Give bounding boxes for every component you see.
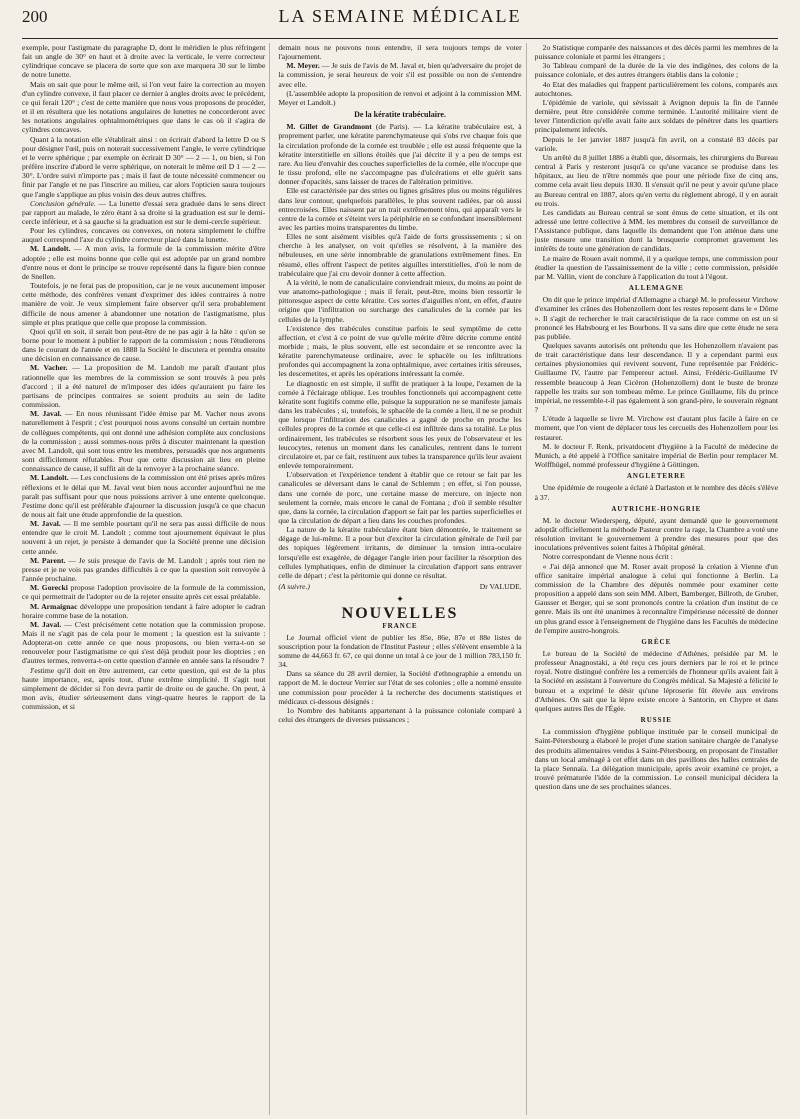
news-item: Le maire de Rouen avait nommé, il y a quelque temps, une commission pour étudier la question de l'assainissement de la ville ; cette commission, présidée par M. Vallin, vient de conclure à l'application du tout à l'égout. — [534, 253, 778, 281]
paragraph: Elles ne sont aisément visibles qu'à l'aide de forts grossissements ; si on cherche à les analyser, on voit qu'elles se résolvent, à la manière des nébuleuses, en une série innombrable de granulations extrêmement fines. En résumé, elles offrent l'aspect de petites aiguilles interstitielles, d'où le nom de trabéculaire que j'ai cru devoir donner à cette affection. — [278, 232, 522, 278]
news-item: Quelques savants autorisés ont prétendu que les Hohenzollern n'avaient pas de trait caractéristique dans leur descendance. Il y a cependant parmi eux certaines physionomies qui revivent souvent, l'une représentée par Frédéric-Guillaume IV, l'autre par l'empereur actuel. Ainsi, Frédéric-Guillaume IV ressemble beaucoup à Jean Cicéron (Hohenzollern) dont le buste de bronze rappelle les traits sur son tombeau même. Le prince Guillaume, fils du prince impérial, ne ressemble-t-il pas également à son grand-père, le souverain régnant ? — [534, 341, 778, 415]
page-header — [22, 6, 778, 36]
news-item: Le bureau de la Société de médecine d'Athènes, présidée par M. le professeur Anagnostaki, a été reçu ces jours derniers par le roi et le prince royal. Notre distingué confrère les a remerciés de l'honneur qu'ils avaient fait à la Société en assistant à l'ouverture du Congrès médical. Sa Majesté a félicité le bureau et a exprimé le désir qu'une léproserie fût élevée aux environs d'Athènes. On sait que la lèpre existe encore à Santorin, en Chypre et dans quelques autres îles de l'Égée. — [534, 649, 778, 713]
ornament-icon: ✦ — [396, 594, 404, 605]
paragraph-text: — La lunette d'essai sera graduée dans le sens direct par rapport au malade, le zéro étant à sa droite si la graduation est sur le demi-cercle inférieur, et à sa gauche si la graduation est sur le demi-cercle supérieur. — [22, 198, 266, 226]
speech-text: — La proposition de M. Landolt me paraît d'autant plus rationnelle que les membres de la commission se sont trouvés à peu près d'accord ; il a été naturel de m'imposer des idées qu'auraient pu faire les partisans de principes contraires se soient produits au sein de ladite commission. — [22, 363, 266, 410]
paragraph: exemple, pour l'astigmate du paragraphe D, dont le méridien le plus réfringent fait un angle de 30° en haut et à droite avec la verticale, le verre correcteur cylindrique concave se placera de sorte que son axe marquera 30 sur le limbe de notre lunette. — [22, 43, 266, 80]
speaker-name: M. Javal. — [30, 619, 62, 629]
speech — [22, 519, 265, 556]
speech — [22, 363, 265, 409]
paragraph: Le diagnostic en est simple, il suffit de pratiquer à la loupe, l'examen de la cornée à l'éclairage oblique. Les troubles fonctionnels qui accompagnent cette kératite sont fugitifs comme elle, puisque la suppuration ne se manifeste jamais dans les trabécules ; si, toutefois, le sphacèle de la cornée a lieu, il ne se produit que lorsque l'infiltration des canalicules a gagné de proche en proche les cellules propres de la cornée et que celle-ci est infiltrée dans sa totalité. Le plus ordinairement, les trabécules se résorbent sous les yeux de l'observateur et les leucocytes, retenus un moment dans les canalicules, rentrent dans le torrent circulatoire et, par ce fait, restituent aux tubes la transparence qu'ils leur avaient enlevée temporairement. — [278, 378, 522, 471]
paragraph: Quoi qu'il en soit, il serait bon peut-être de ne pas agir à la hâte : qu'on se borne pour le moment à publier le rapport de la commission ; nous l'étudierons dans le courant de l'année et en 1888 la Société le discutera et prendra ensuite une décision en connaissance de cause. — [22, 326, 266, 364]
speech-text: — Les conclusions de la commission ont été prises après mûres réflexions et le délai que M. Javal veut bien nous accorder aujourd'hui ne me paraît pas suffisant pour que nous puissions arriver à une entente quelconque. J'estime donc qu'il est préférable d'ajourner la discussion jusqu'à ce que chacun de nous ait fait une étude approfondie de la question. — [22, 473, 266, 519]
news-item: Depuis le 1er janvier 1887 jusqu'à fin avril, on a constaté 83 décès par variole. — [534, 134, 778, 153]
country-heading: ANGLETERRE — [626, 472, 686, 481]
news-item: Dans sa séance du 28 avril dernier, la Société d'ethnographie a entendu un rapport de M. le docteur Verrier sur l'état de ses colonies ; elle a nommé ensuite une commission pour procéder à la recherche des documents statistiques et médicaux ci-dessous désignés : — [278, 669, 522, 706]
article-signature — [278, 582, 521, 591]
section-title: De la kératite trabéculaire. — [354, 110, 446, 120]
speech — [22, 583, 265, 601]
news-item: L'épidémie de variole, qui sévissait à Avignon depuis la fin de l'année dernière, peut être considérée comme terminée. L'autorité militaire vient de lever l'interdiction qu'elle avait faite aux soldats de pénétrer dans les quartiers principalement infectés. — [534, 97, 778, 135]
paragraph: demain nous ne pouvons nous entendre, il sera toujours temps de voter l'ajournement. — [278, 43, 522, 62]
speech-text: — Je suis presque de l'avis de M. Landolt ; après tout rien ne presse et je ne vois pas grandes difficultés à ce que la question soit renvoyée à l'année prochaine. — [22, 555, 266, 584]
header-rule — [22, 38, 778, 39]
speech-text: (de Paris). — La kératite trabéculaire est, à proprement parler, une kératite parenchymateuse qui s'obs rve chaque fois que la circulation profonde de la cornée est troublée ; elle est aussi fréquente que la kératite interstitielle en sillons étoilés que j'ai décrite il y a peu de temps est rare. Au lieu d'envahir des couches superficielles de la cornée, elle n'occupe que le tissu profond, elle ne s'accompagne pas d'ulcérations et elle guérit sans donner d'opacités, sans laisser de traces de l'altération primitive. — [278, 122, 522, 187]
paragraph: A la vérité, le nom de canaliculaire conviendrait mieux, du moins au point de vue anatomo-pathologique ; mais il ferait, peut-être, moins bien ressortir le pittoresque aspect de cette kératite. Ces sortes d'aiguilles n'ont, en effet, d'autre origine que l'infiltration ou surcharge des canalicules de la cornée par les cellules de la lymphe. — [278, 277, 522, 324]
news-item: Notre correspondant de Vienne nous écrit : — [542, 552, 673, 562]
paragraph: Quant à la notation elle s'établirait ainsi : on écrirait d'abord la lettre D ou S pour désigner l'œil, puis on noterait successivement l'angle, le verre cylindrique et le verre sphérique ; par exemple on écrirait D 30° — 2 — 1, ou bien, si l'on préfère inscrire d'abord le verre sphérique, on noterait le même œil D 1 — 2 — 30°. L'ordre suivi n'importe pas ; mais il faut de toute nécessité commencer ou finir par l'angle et ne pas l'inscrire au milieu, car alors l'opticien saura toujours que l'angle s'applique au plus voisin des deux autres chiffres. — [22, 134, 266, 199]
news-item: 2o Statistique comparée des naissances et des décès parmi les membres de la puissance coloniale et parmi les étrangers ; — [534, 43, 778, 62]
nouvelles-title: NOUVELLES — [341, 605, 459, 623]
author-name: Dr VALUDE. — [479, 582, 522, 592]
country-heading: RUSSIE — [640, 716, 672, 725]
speaker-name: M. Gillet de Grandmont — [286, 122, 372, 132]
news-item: 3o Tableau comparé de la durée de la vie des indigènes, des colons de la puissance coloniale, et des autres étrangers établis dans la colonie ; — [534, 61, 778, 80]
column-2 — [278, 43, 526, 1115]
news-item: La commission d'hygiène publique instituée par le conseil municipal de Saint-Pétersbourg a élaboré le projet d'une station sanitaire chargée de l'analyse des produits alimentaires vendus à Saint-Pétersbourg, en proposant de l'installer dans un local aménagé à cet effet dans un des pavillons des halles centrales de la place Sennaïa. La délégation municipale, après avoir examiné ce projet, a trouvé prématurée l'idée de la commission. Le conseil municipal décidera la question dans une de ses prochaines séances. — [534, 727, 778, 792]
news-item: 4o Etat des maladies qui frappent particulièrement les colons, comparés aux autochtones. — [534, 79, 778, 98]
news-item: Les candidats au Bureau central se sont émus de cette situation, et ils ont adressé une lettre collective à MM. les membres du conseil de surveillance de l'Assistance publique, dans laquelle ils demandent que l'on atténue dans une juste mesure une transition dont la brusquerie compromet gravement les intérêts de toute une génération de candidats. — [534, 207, 778, 254]
speaker-name: M. Javal. — [30, 519, 61, 529]
speech-text: — C'est précisément cette notation que la commission propose. Mais il ne s'agit pas de cela pour le moment ; la question est la suivante : Adopterat-on cette année ce que nous proposons, ou bien verra-t-on se renouveler pour l'astigmatisme ce qui s'est déjà produit pour les dioptries ; en d'autres termes, renverra-t-on cette question d'année en année sans la résoudre ? — [22, 619, 266, 666]
paragraph: L'existence des trabécules constitue parfois le seul symptôme de cette affection, et c'est à ce point de vue qu'elle mérite d'être décrite comme entité morbide ; mais, le plus souvent, elle est secondaire et se rencontre avec la kératite parenchymateuse ordinaire, avec le sphacèle ou les infiltrations profondes qui accompagnent la zona ophtalmique, avec certaines iritis séreuses, les descemetites, et après les opérations intéressant la cornée. — [278, 323, 522, 379]
news-item: 1o Nombre des habitants appartenant à la puissance coloniale comparé à celui des étrangers de diverses puissances ; — [278, 705, 522, 725]
paragraph: Toutefois, je ne ferai pas de proposition, car je ne veux aucunement imposer cette méthode, des confrères venant d'exprimer des idées contraires à notre manière de voir. Je veux simplement faire observer qu'il sera probablement difficile de nous amener à abandonner une notation de l'astigmatisme, plus simple et plus pratique que celle que propose la commission. — [22, 281, 266, 327]
country-heading: AUTRICHE-HONGRIE — [611, 504, 702, 513]
page-number: 200 — [22, 7, 48, 26]
speech-text: — Je suis de l'avis de M. Javal et, bien qu'adversaire du projet de la commission, je serai heureux de voir s'il est possible ou non de s'entendre avec elle. — [278, 61, 522, 89]
news-item: Un arrêté du 8 juillet 1886 a établi que, désormais, les chirurgiens du Bureau central à Paris y resteront jusqu'à ce qu'une vacance se produise dans les hôpitaux, au lieu de n'être nommés que pour une période fixe de cinq ans, comme cela avait lieu depuis 1830. Il s'ensuit qu'il ne peut y avoir qu'une place au Bureau central en 1887, alors qu'en vertu du règlement abrogé, il y en aurait eu trois. — [534, 152, 778, 208]
paragraph: Mais on sait que pour le même œil, si l'on veut faire la correction au moyen d'un cylindre convexe, il faut placer ce dernier à angles droits avec le précédent, ce qui ferait 120° ; c'est de cette manière que nous vous proposons de procéder, et il en résultera que les notations angulaires de lunettes ne concorderont avec les notations angulaires ophtalmométriques que dans le cas où il s'agira de cylindres concaves. — [22, 79, 266, 135]
speech — [22, 602, 265, 620]
news-item: On dit que le prince impérial d'Allemagne a chargé M. le professeur Virchow d'examiner les crânes des Hohenzollern dont les restes reposent dans le « Dôme ». Il s'agit de rechercher le trait caractéristique de la race comme on est un si prononcé les Habsbourg et les Bourbons. Il va sans dire que cette étude ne sera pas publiée. — [534, 295, 778, 341]
paragraph: J'estime qu'il doit en être autrement, car cette question, qui est de la plus haute importance, est, après tout, d'une extrême simplicité. Il s'agit tout simplement de décider si l'on devra partir de droite ou de gauche. On peut, à mon avis, étudier sérieusement dans vingt-quatre heures le rapport de la commission, et si — [22, 665, 266, 712]
speech-text: propose l'adoption provisoire de la formule de la commission, ce qui permettrait de l'adopter ou de la rejeter ensuite après cet essai préalable. — [22, 583, 266, 602]
speaker-name: M. Armaignac — [30, 601, 78, 611]
paragraph: Elle est caractérisée par des stries ou lignes grisâtres plus ou moins régulières dans leur contour, quelquefois parallèles, le plus souvent radiées, par où aussi entrecroisées. Elles naissent par un trait extrêmement ténu, qui apparaît vers le centre de la cornée et s'éteint vers la périphérie en se confondant insensiblement avec les parties moins transparentes du limbe. — [278, 186, 522, 232]
paragraph — [22, 199, 265, 226]
paragraph: Pour les cylindres, concaves ou convexes, on notera simplement le chiffre auquel correspond l'axe du cylindre correcteur placé dans la lunette. — [22, 226, 266, 245]
speech — [22, 244, 265, 281]
paragraph: L'observation et l'expérience tendent à établir que ce retour se fait par les canalicules se déversant dans le canal de Schlemm ; en effet, si l'on pousse, dans une cornée de porc, une certaine masse de mercure, on injecte non seulement la cornée, mais encore le canal de Fontana ; d'où il semble résulter que, dans la cornée, la circulation d'apport se fait par les parties superficielles et que la circulation de départ a lieu dans les couches profondes. — [278, 470, 522, 525]
speaker-name: M. Gorecki — [30, 583, 68, 593]
country-heading: GRÈCE — [641, 637, 672, 646]
speech — [22, 409, 265, 473]
news-item: M. le docteur Wiedersperg, député, ayant demandé que le gouvernement adoptât officiellement la méthode Pasteur contre la rage, la Chambre a voté une résolution invitant le gouvernement à prendre des mesures pour que des inoculations préventives soient faites à l'hôpital général. — [534, 515, 778, 553]
speech — [22, 473, 265, 519]
paragraph: (L'assemblée adopte la proposition de renvoi et adjoint à la commission MM. Meyer et Landolt.) — [278, 88, 522, 107]
to-be-continued: (A suivre.) — [278, 582, 310, 592]
speaker-name: M. Meyer. — [286, 61, 320, 71]
speech — [22, 556, 265, 583]
speech — [278, 122, 521, 186]
speech-text: — A mon avis, la formule de la commission mérite d'être adoptée ; elle est moins bonne que celle qui est adoptée par un grand nombre d'entre nous et dont le principe se trouve représenté dans la figure bien connue de Snellen. — [22, 244, 266, 281]
speaker-name: M. Landolt. — [30, 473, 69, 483]
country-heading: ALLEMAGNE — [628, 284, 684, 293]
journal-title: LA SEMAINE MÉDICALE — [278, 6, 522, 26]
speech — [22, 620, 265, 666]
paragraph: La nature de la kératite trabéculaire étant bien démontrée, le traitement se dégage de lui-même. Il a pour but d'exciter la circulation générale de l'œil par des topiques légèrement irritants, de diminuer la tension intra-oculaire lorsqu'elle est exagérée, de dégager l'angle irien pour faciliter la résorption des cellules lymphatiques, enfin de diminuer la circulation d'apport sans entraver celle de départ ; c'est la péritomie qui donne ce résultat. — [278, 525, 522, 580]
news-item: L'étude à laquelle se livre M. Virchow est d'autant plus facile à faire en ce moment, que l'on vient de déplacer tous les cercueils des Hohenzollern pour les restaurer. — [534, 414, 778, 442]
country-heading: FRANCE — [382, 621, 418, 630]
speech — [278, 61, 521, 88]
speaker-name: M. Parent. — [30, 555, 66, 565]
column-1 — [22, 43, 270, 1115]
column-3 — [535, 43, 778, 1115]
speech-text: développe une proposition tendant à faire adopter le cadran horaire comme base de la notation. — [22, 601, 266, 620]
speaker-name: M. Landolt. — [30, 244, 71, 254]
speech-text: — En nous réunissant l'idée émise par M. Vacher nous avons naturellement à l'esprit ; c'est pourquoi nous avons consulté un certain nombre de collègues compétents, qui ont donné une adhésion complète aux conclusions de la commission ; aussi sommes-nous prêts à discuter maintenant la question avec M. Landolt, qui sont tous entre les membres, persuadés que nos arguments sont difficilement réfutables. Pour que cette discussion ait lieu en pleine connaissance de cause, il suffit ait de la renvoyer à la prochaine séance. — [22, 409, 266, 474]
news-item: M. le docteur F. Renk, privatdocent d'hygiène à la Faculté de médecine de Munich, a été appelé à l'Office sanitaire impérial de Berlin pour remplacer M. Wolffhügel, nommé professeur d'hygiène à Göttingen. — [534, 441, 778, 470]
speaker-name: M. Vacher. — [30, 363, 68, 373]
speech-text: — Il me semble pourtant qu'il ne sera pas aussi difficile de nous entendre que le croit M. Landolt ; comme tout ajournement équivaut le plus souvent à un rejet, je persiste à demander que la Société prenne une décision cette année. — [22, 519, 266, 556]
news-item: Une épidémie de rougeole a éclaté à Darlaston et le nombre des décès s'élève à 37. — [534, 483, 778, 502]
columns — [22, 43, 778, 1115]
inline-label: Conclusion générale. — [30, 198, 96, 208]
speaker-name: M. Javal. — [30, 409, 62, 419]
news-item: « J'ai déjà annoncé que M. Roser avait proposé la création à Vienne d'un office sanitaire impérial analogue à celui qui fonctionne à Berlin. La commission de la Chambre des députés nommée pour examiner cette proposition a appelé dans son sein MM. Albert, Bamberger, Billroth, de Gruber, Gausser et Berger, qui se sont prononcés contre la création d'un institut de ce genre. Mais ils ont été unanimes à reconnaître l'impérieuse nécessité de donner un plus grand essor à l'enseignement de l'hygiène dans les Facultés de médecine de l'empire austro-hongrois. — [534, 561, 778, 635]
news-item: Le Journal officiel vient de publier les 85e, 86e, 87e et 88e listes de souscription pour la fondation de l'Institut Pasteur ; elles s'élèvent ensemble à la somme de 44,663 fr. 67, ce qui donne un total à ce jour de 1 million 783,150 fr. 34. — [278, 632, 522, 670]
